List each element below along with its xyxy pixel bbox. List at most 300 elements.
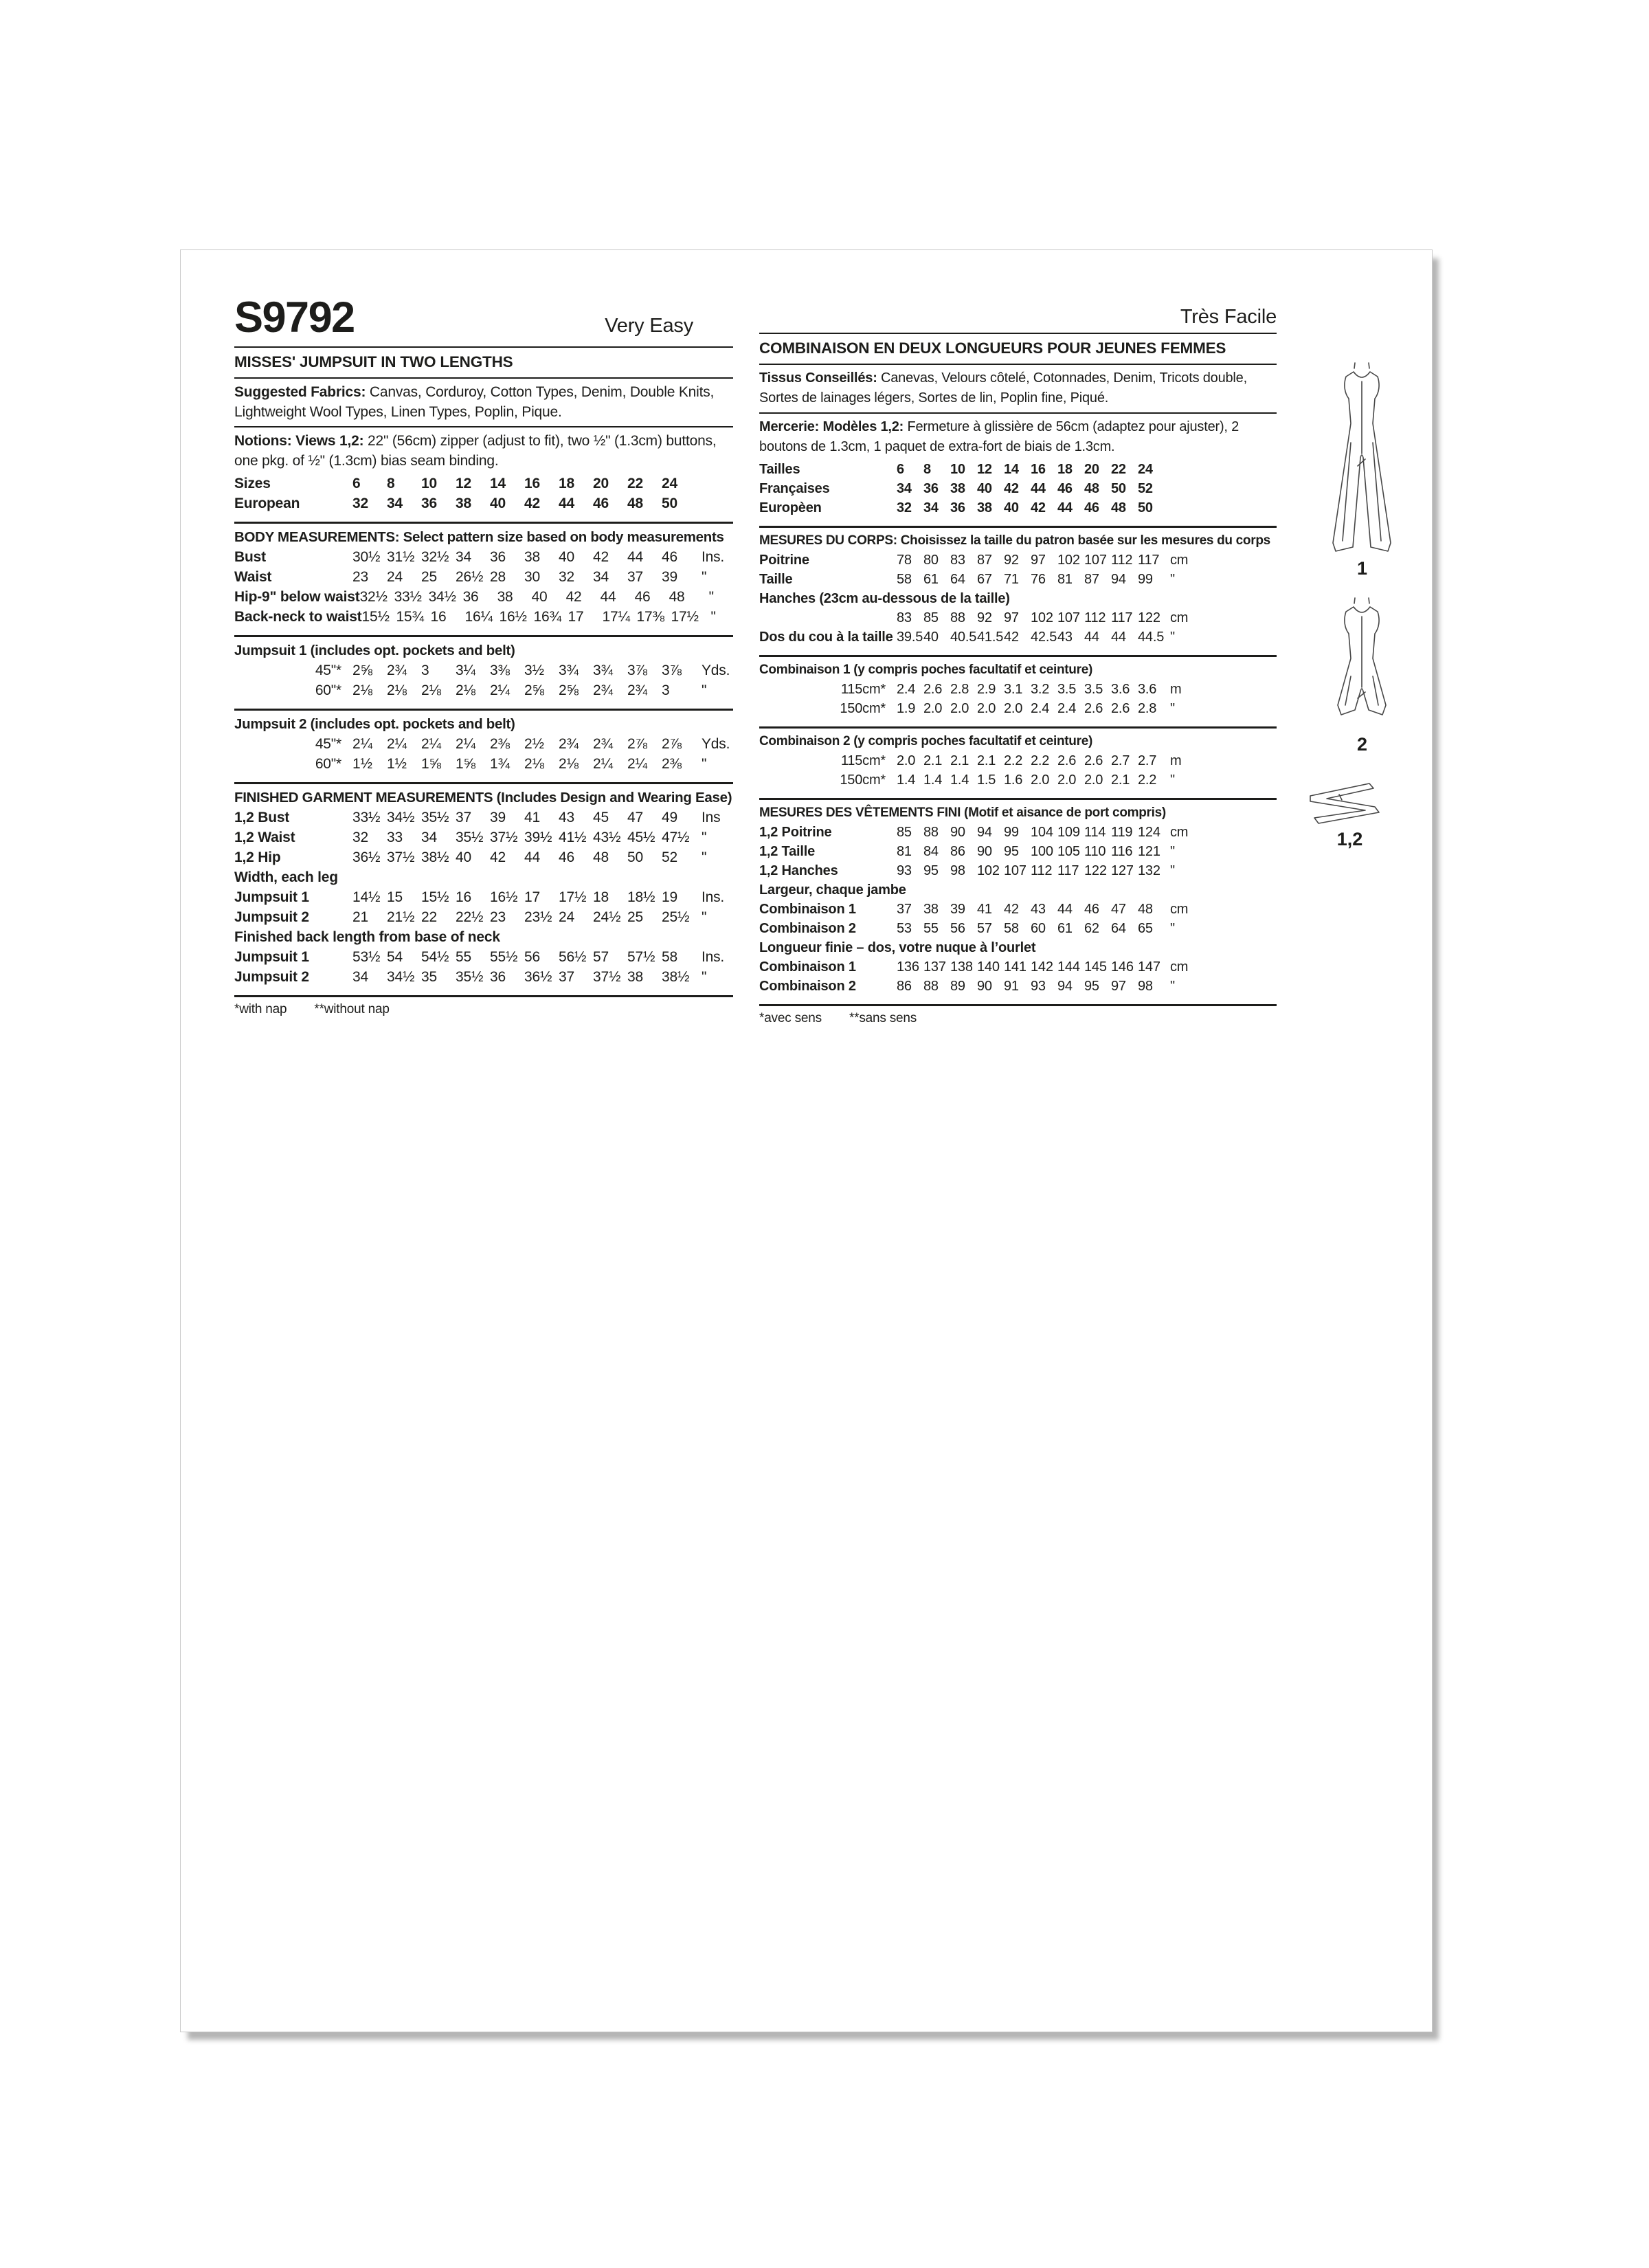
cell-value: 48 (1111, 500, 1126, 515)
cell-value: 2⅜ (490, 736, 510, 752)
unit-label: " (702, 909, 707, 925)
row-values (897, 551, 1165, 570)
cell-value: 17⅜ (636, 609, 664, 625)
unit-label: Ins. (702, 889, 725, 905)
cell-value: 22 (1111, 462, 1126, 477)
cell-value: 2.0 (1057, 772, 1077, 788)
unit-label (1165, 460, 1277, 479)
cell-value: 95 (1004, 844, 1019, 859)
cell-value: 40 (1004, 500, 1019, 515)
cell-value: 46 (593, 496, 609, 511)
cell-value: 2.4 (897, 682, 916, 697)
cell-value: 15¾ (396, 609, 424, 625)
cell-value: 87 (977, 553, 992, 568)
unit-label: Ins (702, 810, 721, 825)
difficulty-line-fr (759, 293, 1277, 329)
cell-value: 2⅛ (524, 756, 544, 772)
row-label: Combinaison 2 (759, 921, 856, 936)
title-bar (234, 293, 733, 342)
cell-value: 85 (923, 610, 939, 625)
row-label: Combinaison 1 (759, 902, 856, 917)
cell-value: 137 (923, 959, 946, 975)
table-row (234, 967, 733, 987)
cell-value: 21½ (387, 909, 415, 925)
cell-value: 42 (490, 849, 506, 865)
cell-value: 92 (977, 610, 992, 625)
table-row (759, 479, 1277, 498)
cell-value: 107 (1057, 610, 1080, 625)
cell-value: 36 (923, 481, 939, 496)
cell-value: 42 (593, 549, 609, 565)
cell-value: 43½ (593, 830, 621, 845)
cell-value: 54 (387, 949, 403, 965)
cell-value: 45½ (627, 830, 655, 845)
cell-value: 2.0 (977, 701, 996, 716)
cell-value: 8 (923, 462, 931, 477)
cell-value: 48 (1138, 902, 1153, 917)
cell-value: 86 (897, 979, 912, 994)
section-divider (234, 782, 733, 784)
cell-value: 2.7 (1138, 753, 1157, 768)
combinaison1-yardage-header: Combinaison 1 (y compris poches facultatif et ceinture) (759, 663, 1092, 677)
row-label: Sizes (234, 476, 271, 491)
cell-value: 56½ (559, 949, 587, 965)
footnote-without-nap: **without nap (314, 1002, 390, 1016)
unit-label: Yds. (702, 736, 730, 752)
cell-value: 36 (490, 969, 506, 985)
unit-label: " (702, 830, 707, 845)
cell-value: 22 (421, 909, 437, 925)
cell-value: 32½ (359, 589, 388, 605)
cell-value: 24 (387, 569, 403, 585)
cell-value: 24 (662, 476, 677, 491)
unit-label: m (1170, 682, 1182, 697)
row-label: 60"* (315, 756, 341, 772)
row-label: 115cm* (840, 682, 886, 697)
row-values (897, 498, 1165, 518)
jumpsuit2-yardage-header: Jumpsuit 2 (includes opt. pockets and belt) (234, 716, 515, 732)
cell-value: 142 (1031, 959, 1053, 975)
cell-value: 48 (593, 849, 609, 865)
cell-value: 46 (662, 549, 677, 565)
cell-value: 32 (352, 496, 368, 511)
cell-value: 25½ (662, 909, 690, 925)
cell-value: 41 (524, 810, 540, 825)
cell-value: 40 (531, 589, 548, 605)
cell-value: 52 (662, 849, 677, 865)
divider (759, 412, 1277, 414)
cell-value: 52 (1138, 481, 1153, 496)
cell-value: 98 (950, 863, 965, 878)
cell-value: 132 (1138, 863, 1160, 878)
unit-label (1165, 498, 1277, 518)
cell-value: 3⅜ (490, 663, 510, 678)
cell-value: 16 (456, 889, 471, 905)
table-subheader: Hanches (23cm au-dessous de la taille) (759, 591, 1010, 606)
row-values (897, 977, 1165, 996)
cell-value: 107 (1084, 553, 1107, 568)
cell-value: 44 (1057, 902, 1073, 917)
cell-value: 1⅝ (456, 756, 475, 772)
cell-value: 17 (568, 609, 584, 625)
row-values (897, 608, 1165, 627)
cell-value: 2.7 (1111, 753, 1130, 768)
table-row (759, 570, 1277, 589)
divider (759, 333, 1277, 334)
cell-value: 21 (352, 909, 368, 925)
row-values (352, 660, 696, 680)
cell-value: 3.5 (1084, 682, 1103, 697)
table-row (759, 900, 1277, 919)
cell-value: 138 (950, 959, 973, 975)
cell-value: 2.4 (1031, 701, 1050, 716)
cell-value: 104 (1031, 825, 1053, 840)
table-row (759, 770, 1277, 790)
cell-value: 34½ (428, 589, 456, 605)
footnote-fr (759, 1010, 1277, 1027)
row-values (897, 842, 1165, 861)
table-row (234, 547, 733, 567)
cell-value: 16 (1031, 462, 1046, 477)
cell-value: 17 (524, 889, 540, 905)
cell-value: 109 (1057, 825, 1080, 840)
cell-value: 42 (524, 496, 540, 511)
cell-value: 16½ (499, 609, 527, 625)
cell-value: 16¼ (464, 609, 493, 625)
table-row (234, 660, 733, 680)
cell-value: 47 (627, 810, 643, 825)
cell-value: 44 (1084, 630, 1099, 645)
table-row (759, 977, 1277, 996)
cell-value: 36 (490, 549, 506, 565)
cell-value: 3 (662, 682, 670, 698)
cell-value: 44 (559, 496, 574, 511)
table-row (759, 551, 1277, 570)
cell-value: 97 (1031, 553, 1046, 568)
cell-value: 43 (1031, 902, 1046, 917)
cell-value: 2¼ (490, 682, 510, 698)
cell-value: 3 (421, 663, 429, 678)
row-label: Waist (234, 569, 272, 585)
row-values (352, 967, 696, 987)
cell-value: 38 (977, 500, 992, 515)
table-row (234, 474, 733, 493)
row-values (897, 680, 1165, 699)
row-values (897, 770, 1165, 790)
cell-value: 8 (387, 476, 395, 491)
cell-value: 47 (1111, 902, 1126, 917)
cell-value: 17½ (671, 609, 699, 625)
table-row (759, 751, 1277, 770)
unit-label: cm (1170, 825, 1189, 840)
table-row (234, 493, 733, 513)
row-label: Jumpsuit 2 (234, 909, 309, 925)
cell-value: 22½ (456, 909, 484, 925)
cell-value: 48 (669, 589, 685, 605)
row-label (759, 608, 897, 627)
cell-value: 47½ (662, 830, 690, 845)
cell-value: 32 (559, 569, 574, 585)
cell-value: 67 (977, 572, 992, 587)
cell-value: 90 (977, 844, 992, 859)
cell-value: 35½ (421, 810, 449, 825)
suggested-fabrics-fr (759, 368, 1277, 408)
table-row (234, 808, 733, 827)
cell-value: 2⅞ (627, 736, 647, 752)
row-values (897, 570, 1165, 589)
cell-value: 41 (977, 902, 992, 917)
cell-value: 37½ (490, 830, 518, 845)
finished-garment-header-fr: MESURES DES VÊTEMENTS FINI (Motif et aisance de port compris) (759, 805, 1166, 820)
cell-value: 42 (1004, 630, 1019, 645)
cell-value: 71 (1004, 572, 1019, 587)
divider (234, 426, 733, 427)
cell-value: 38 (923, 902, 939, 917)
cell-value: 35½ (456, 969, 484, 985)
difficulty-label-en: Very Easy (605, 315, 693, 337)
table-row (759, 823, 1277, 842)
cell-value: 17½ (559, 889, 587, 905)
cell-value: 32 (897, 500, 912, 515)
row-label: Tailles (759, 462, 800, 477)
cell-value: 2⅝ (352, 663, 372, 678)
unit-label: " (702, 849, 707, 865)
row-label: 150cm* (840, 701, 886, 716)
cell-value: 2.6 (1084, 701, 1103, 716)
size-table-en (234, 474, 733, 513)
cell-value: 58 (662, 949, 677, 965)
cell-value: 50 (1138, 500, 1153, 515)
cell-value: 39½ (524, 830, 552, 845)
table-row (759, 627, 1277, 647)
cell-value: 3¾ (593, 663, 613, 678)
cell-value: 1¾ (490, 756, 510, 772)
cell-value: 88 (950, 610, 965, 625)
cell-value: 14½ (352, 889, 381, 905)
cell-value: 80 (923, 553, 939, 568)
cell-value: 26½ (456, 569, 484, 585)
cell-value: 2.0 (923, 701, 943, 716)
cell-value: 2.4 (1057, 701, 1077, 716)
cell-value: 18 (559, 476, 574, 491)
cell-value: 88 (923, 979, 939, 994)
pattern-envelope-back (180, 249, 1433, 2032)
table-row (234, 680, 733, 700)
cell-value: 12 (456, 476, 471, 491)
cell-value: 2.1 (950, 753, 969, 768)
row-label: Europèen (759, 500, 822, 515)
cell-value: 136 (897, 959, 919, 975)
pattern-number: S9792 (234, 293, 355, 342)
section-divider (759, 526, 1277, 528)
row-label: Hip-9" below waist (234, 589, 360, 605)
footnote-avec-sens: *avec sens (759, 1011, 822, 1025)
cell-value: 60 (1031, 921, 1046, 936)
cell-value: 34 (387, 496, 403, 511)
row-values (897, 751, 1165, 770)
suggested-fabrics-en (234, 382, 733, 422)
cell-value: 64 (1111, 921, 1126, 936)
cell-value: 2¼ (352, 736, 372, 752)
row-label: 60"* (315, 682, 341, 698)
row-label: Combinaison 2 (759, 979, 856, 994)
view-2-jumpsuit-line-art (1323, 595, 1402, 733)
cell-value: 24 (1138, 462, 1153, 477)
cell-value: 3.6 (1111, 682, 1130, 697)
cell-value: 2¼ (627, 756, 647, 772)
row-label: 150cm* (840, 772, 886, 788)
row-values (352, 808, 696, 827)
cell-value: 2.2 (1031, 753, 1050, 768)
cell-value: 94 (1057, 979, 1073, 994)
cell-value: 3¼ (456, 663, 475, 678)
cell-value: 16 (430, 609, 447, 625)
cell-value: 56 (950, 921, 965, 936)
unit-label: " (1170, 572, 1175, 587)
cell-value: 37½ (387, 849, 415, 865)
cell-value: 3.1 (1004, 682, 1023, 697)
cell-value: 93 (1031, 979, 1046, 994)
cell-value: 127 (1111, 863, 1134, 878)
cell-value: 15½ (421, 889, 449, 905)
cell-value: 2.8 (950, 682, 969, 697)
cell-value: 144 (1057, 959, 1080, 975)
cell-value: 44.5 (1138, 630, 1165, 645)
cell-value: 38 (497, 589, 513, 605)
cell-value: 2⅛ (387, 682, 407, 698)
cell-value: 61 (1057, 921, 1073, 936)
notions-text: 22" (56cm) zipper (adjust to fit), two ½" (1.3cm) buttons, one pkg. of ½" (1.3cm) bias seam binding. (234, 433, 717, 469)
cell-value: 76 (1031, 572, 1046, 587)
cell-value: 2¼ (421, 736, 441, 752)
cell-value: 32½ (421, 549, 449, 565)
cell-value: 3.6 (1138, 682, 1157, 697)
cell-value: 2.2 (1138, 772, 1157, 788)
cell-value: 81 (897, 844, 912, 859)
cell-value: 116 (1111, 844, 1133, 859)
table-row (759, 861, 1277, 880)
difficulty-label-fr: Très Facile (1180, 306, 1277, 328)
table-row (234, 754, 733, 774)
row-values (897, 900, 1165, 919)
cell-value: 34½ (387, 810, 415, 825)
cell-value: 38½ (662, 969, 690, 985)
row-label: Françaises (759, 481, 830, 496)
cell-value: 1½ (387, 756, 407, 772)
table-row (759, 699, 1277, 718)
english-column (234, 293, 733, 1019)
cell-value: 57 (977, 921, 992, 936)
cell-value: 46 (1084, 500, 1099, 515)
table-subheader: Width, each leg (234, 869, 338, 885)
cell-value: 78 (897, 553, 912, 568)
section-divider (234, 995, 733, 997)
cell-value: 25 (421, 569, 437, 585)
cell-value: 2⅝ (524, 682, 544, 698)
view-1-jumpsuit-line-art (1323, 360, 1402, 561)
section-divider (234, 522, 733, 524)
row-values (361, 607, 705, 627)
cell-value: 35 (421, 969, 437, 985)
cell-value: 44 (627, 549, 643, 565)
cell-value: 50 (662, 496, 677, 511)
cell-value: 2.6 (923, 682, 943, 697)
unit-label: " (1170, 701, 1175, 716)
cell-value: 55 (923, 921, 939, 936)
row-label: 1,2 Hanches (759, 863, 838, 878)
cell-value: 3¾ (559, 663, 579, 678)
finished-garment-table-fr (759, 823, 1277, 996)
row-values (352, 474, 696, 493)
cell-value: 98 (1138, 979, 1153, 994)
footnote-sans-sens: **sans sens (849, 1011, 917, 1025)
notions-en (234, 431, 733, 471)
unit-label: Yds. (702, 663, 730, 678)
cell-value: 20 (593, 476, 609, 491)
row-values (352, 734, 696, 754)
cell-value: 2⅛ (456, 682, 475, 698)
cell-value: 44 (1057, 500, 1073, 515)
cell-value: 33½ (394, 589, 422, 605)
cell-value: 42 (1004, 481, 1019, 496)
cell-value: 121 (1138, 844, 1160, 859)
cell-value: 36 (462, 589, 479, 605)
cell-value: 95 (923, 863, 939, 878)
jumpsuit2-yardage-table (234, 734, 733, 774)
cell-value: 65 (1138, 921, 1153, 936)
cell-value: 34 (923, 500, 939, 515)
table-row (759, 608, 1277, 627)
cell-value: 124 (1138, 825, 1160, 840)
cell-value: 91 (1004, 979, 1019, 994)
cell-value: 1.9 (897, 701, 916, 716)
cell-value: 19 (662, 889, 677, 905)
cell-value: 16 (524, 476, 540, 491)
row-values (352, 547, 696, 567)
body-measurements-table-fr (759, 551, 1277, 647)
footnote-with-nap: *with nap (234, 1002, 287, 1016)
cell-value: 122 (1084, 863, 1107, 878)
row-values (352, 493, 696, 513)
cell-value: 34 (593, 569, 609, 585)
finished-garment-header-en: FINISHED GARMENT MEASUREMENTS (Includes Design and Wearing Ease) (234, 790, 732, 805)
cell-value: 58 (1004, 921, 1019, 936)
cell-value: 28 (490, 569, 506, 585)
cell-value: 16¾ (533, 609, 561, 625)
cell-value: 3.5 (1057, 682, 1077, 697)
cell-value: 97 (1111, 979, 1126, 994)
cell-value: 2.6 (1111, 701, 1130, 716)
cell-value: 30½ (352, 549, 381, 565)
row-label: Dos du cou à la taille (759, 630, 893, 645)
cell-value: 2½ (524, 736, 544, 752)
cell-value: 40 (977, 481, 992, 496)
cell-value: 18 (593, 889, 609, 905)
cell-value: 34 (456, 549, 471, 565)
cell-value: 37½ (593, 969, 621, 985)
unit-label: " (1170, 630, 1175, 645)
row-label: 115cm* (840, 753, 886, 768)
cell-value: 35½ (456, 830, 484, 845)
cell-value: 23 (352, 569, 368, 585)
cell-value: 2⅞ (662, 736, 682, 752)
cell-value: 10 (421, 476, 437, 491)
table-row (759, 957, 1277, 977)
unit-label: " (1170, 921, 1175, 936)
cell-value: 58 (897, 572, 912, 587)
table-subheader: Longueur finie – dos, votre nuque à l’ourlet (759, 940, 1036, 955)
cell-value: 1.4 (950, 772, 969, 788)
